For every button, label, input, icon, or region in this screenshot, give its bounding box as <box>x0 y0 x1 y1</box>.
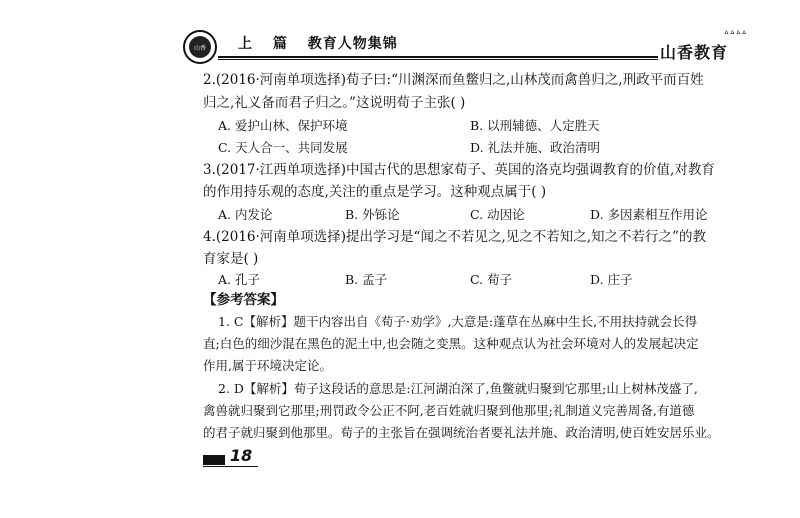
header-title-group <box>238 33 412 53</box>
q3-option-a: A. 内发论 <box>218 207 273 222</box>
header-rule <box>218 56 658 58</box>
answer-1-line3: 作用,属于环境决定论。 <box>203 358 332 373</box>
answer-1-line2: 直;白色的细沙混在黑色的泥土中,也会随之变黑。这种观点认为社会环境对人的发展起决定 <box>203 336 699 351</box>
q2-option-c: C. 天人合一、共同发展 <box>218 140 348 155</box>
header-title: 教育人物集锦 <box>307 36 398 52</box>
page-number-underline <box>203 466 258 467</box>
q4-option-b: B. 孟子 <box>345 272 388 287</box>
q2-option-a: A. 爱护山林、保护环境 <box>218 118 348 133</box>
q3-option-d: D. 多因素相互作用论 <box>590 207 708 222</box>
header-rule-thin <box>218 59 658 60</box>
q3-stem-line1: 3.(2017·江西单项选择)中国古代的思想家荀子、英国的洛克均强调教育的价值,对教育 <box>203 162 715 178</box>
header-brand: 山香教育 <box>660 43 729 62</box>
q4-stem-line1: 4.(2016·河南单项选择)提出学习是“闻之不若见之,见之不若知之,知之不若行之”的教 <box>203 229 706 245</box>
q2-option-b: B. 以刑辅德、人定胜天 <box>470 118 600 133</box>
q2-option-d: D. 礼法并施、政治清明 <box>470 140 601 155</box>
answer-1-line1: 1. C【解析】题干内容出自《荀子·劝学》,大意是:蓬草在丛麻中生长,不用扶持就会长得 <box>218 314 698 329</box>
logo-text: 山香 <box>193 45 206 52</box>
q2-stem-line1: 2.(2016·河南单项选择)荀子曰:“川渊深而鱼鳖归之,山林茂而禽兽归之,刑政平而百姓 <box>203 72 704 88</box>
page-number: 18 <box>230 446 253 465</box>
header-decoration: ᐞᐞᐞᐞ <box>724 30 748 40</box>
q4-option-d: D. 庄子 <box>590 272 633 287</box>
answer-2-line3: 的君子就归聚到他那里。荀子的主张旨在强调统治者要礼法并施、政治清明,使百姓安居乐业。 <box>203 425 720 440</box>
q3-option-b: B. 外铄论 <box>345 207 400 222</box>
header-section: 上 <box>238 36 253 52</box>
q4-option-a: A. 孔子 <box>218 272 260 287</box>
answer-heading: 【参考答案】 <box>203 292 284 308</box>
answer-2-line1: 2. D【解析】荀子这段话的意思是:江河湖泊深了,鱼鳖就归聚到它那里;山上树林茂盛了, <box>218 381 698 396</box>
logo-inner-mark <box>189 36 211 58</box>
header-part: 篇 <box>272 36 288 52</box>
answer-2-line2: 禽兽就归聚到它那里;刑罚政令公正不阿,老百姓就归聚到他那里;礼制道义完善周备,有道德 <box>203 403 695 418</box>
page-number-marker <box>203 455 225 465</box>
q3-stem-line2: 的作用持乐观的态度,关注的重点是学习。这种观点属于( ) <box>203 184 547 200</box>
q4-stem-line2: 育家是( ) <box>203 251 259 267</box>
q2-stem-line2: 归之,礼义备而君子归之。”这说明荀子主张( ) <box>203 95 466 111</box>
q4-option-c: C. 荀子 <box>470 272 513 287</box>
q3-option-c: C. 动因论 <box>470 207 525 222</box>
logo-seal <box>183 30 217 64</box>
